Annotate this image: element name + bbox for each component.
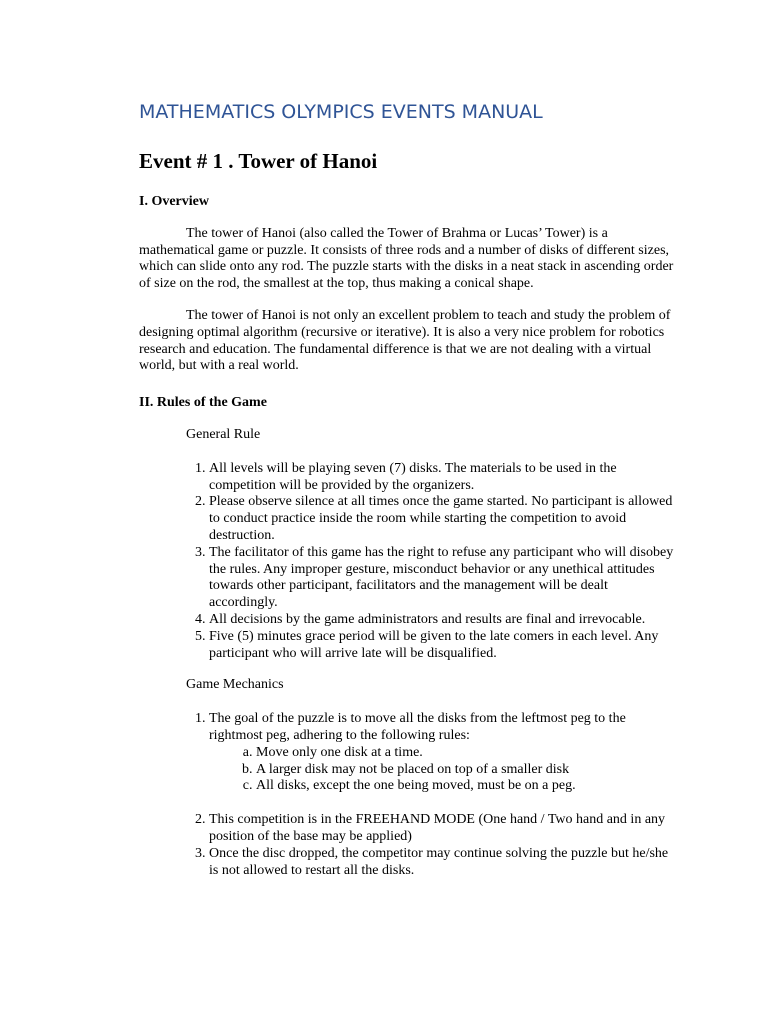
game-mechanics-list-continued xyxy=(139,812,679,879)
general-rule-item: 3. The facilitator of this game has the right to refuse any participant who will disobey the rules. Any improper gesture, misconduct behavior or any unethical attitudes towards other participant, facilitators and the management will be dealt accordingly. xyxy=(209,545,679,612)
game-mechanics-heading: Game Mechanics xyxy=(186,677,284,693)
general-rule-heading: General Rule xyxy=(186,426,261,442)
game-mechanics-list xyxy=(139,711,679,795)
mechanics-item xyxy=(209,711,679,795)
general-rules-list xyxy=(139,461,679,663)
mechanics-item: 3. Once the disc dropped, the competitor may continue solving the puzzle but he/she is not allowed to restart all the disks. xyxy=(209,846,679,880)
mechanics-item-text: The goal of the puzzle is to move all the disks from the leftmost peg to the rightmost peg, adhering to the following rules: xyxy=(209,711,626,743)
mechanics-sub-item: b. A larger disk may not be placed on top of a smaller disk xyxy=(256,762,679,779)
mechanics-sub-item: c. All disks, except the one being moved, must be on a peg. xyxy=(256,778,679,795)
overview-paragraph-1: The tower of Hanoi (also called the Tower of Brahma or Lucas’ Tower) is a mathematical game or puzzle. It consists of three rods and a number of disks of different sizes, which can slide onto any rod. The puzzle starts with the disks in a neat stack in ascending order of size on the rod, the smallest at the top, thus making a conical shape. xyxy=(139,225,674,292)
general-rule-item: 1. All levels will be playing seven (7) disks. The materials to be used in the competition will be provided by the organizers. xyxy=(209,461,679,495)
document-body xyxy=(139,100,679,879)
event-title: Event # 1 . Tower of Hanoi xyxy=(139,149,378,173)
mechanics-sub-item: a. Move only one disk at a time. xyxy=(256,745,679,762)
general-rule-item: 5. Five (5) minutes grace period will be given to the late comers in each level. Any participant who will arrive late will be disqualified. xyxy=(209,629,679,663)
mechanics-item: 2. This competition is in the FREEHAND MODE (One hand / Two hand and in any position of the base may be applied) xyxy=(209,812,679,846)
overview-heading: I. Overview xyxy=(139,194,209,209)
overview-paragraph-2: The tower of Hanoi is not only an excellent problem to teach and study the problem of designing optimal algorithm (recursive or iterative). It is also a very nice problem for robotics research and education. The fundamental difference is that we are not dealing with a virtual world, but with a real world. xyxy=(139,307,671,374)
mechanics-sub-list xyxy=(209,745,679,795)
general-rule-item: 2. Please observe silence at all times once the game started. No participant is allowed to conduct practice inside the room while starting the competition to avoid destruction. xyxy=(209,494,679,544)
general-rule-item: 4. All decisions by the game administrators and results are final and irrevocable. xyxy=(209,612,679,629)
rules-heading: II. Rules of the Game xyxy=(139,395,267,411)
manual-title: MATHEMATICS OLYMPICS EVENTS MANUAL xyxy=(139,101,543,123)
